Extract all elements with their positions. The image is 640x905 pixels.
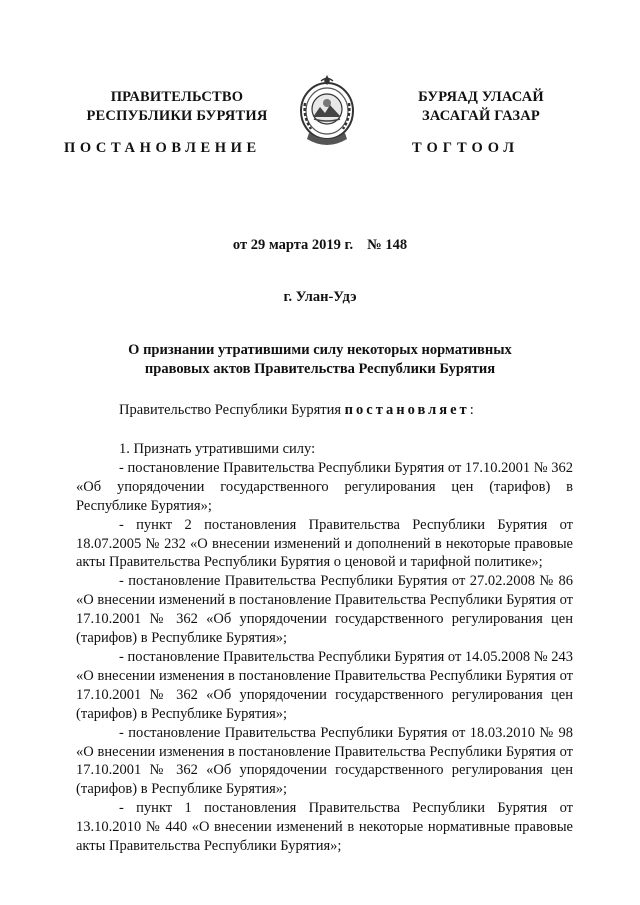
preamble-colon: : bbox=[469, 402, 474, 418]
list-item: - пункт 2 постановления Правительства Республики Бурятия от 18.07.2005 № 232 «О внесении изменений и дополнений в некоторые правовые акты Правительства Республики Бурятия о ценовой и тарифной политике»; bbox=[76, 516, 573, 571]
dateline bbox=[0, 237, 640, 254]
point-1: 1. Признать утратившими силу: bbox=[119, 441, 316, 457]
preamble bbox=[119, 402, 474, 419]
header-left bbox=[72, 88, 282, 126]
heading-line2: правовых актов Правительства Республики Бурятия bbox=[144, 361, 496, 377]
city: г. Улан-Удэ bbox=[283, 289, 357, 305]
header-right-line2: ЗАСАГАЙ ГАЗАР bbox=[422, 108, 540, 124]
list-item: - постановление Правительства Республики Бурятия от 17.10.2001 № 362 «Об упорядочении государственного регулирования цен (тарифов) в Республике Бурятия»; bbox=[76, 459, 573, 514]
header-right bbox=[386, 88, 576, 126]
header-left-line1: ПРАВИТЕЛЬСТВО bbox=[110, 89, 244, 105]
header-left-line2: РЕСПУБЛИКИ БУРЯТИЯ bbox=[86, 108, 268, 124]
preamble-resolves: постановляет bbox=[344, 402, 470, 418]
preamble-text: Правительство Республики Бурятия bbox=[119, 402, 345, 418]
document-heading bbox=[0, 341, 640, 379]
document-type-bua: ТОГТООЛ bbox=[412, 140, 520, 156]
list-item: - пункт 1 постановления Правительства Республики Бурятия от 13.10.2010 № 440 «О внесении изменений в некоторые нормативные правовые акты Правительства Республики Бурятия»; bbox=[76, 800, 573, 855]
header-right-line1: БУРЯАД УЛАСАЙ bbox=[418, 89, 544, 105]
list-item: - постановление Правительства Республики Бурятия от 14.05.2008 № 243 «О внесении изменения в постановление Правительства Республики Бурятия от 17.10.2001 № 362 «Об упорядочении государственного регулирования цен (тарифов) в Республике Бурятия»; bbox=[76, 648, 573, 722]
list-item: - постановление Правительства Республики Бурятия от 27.02.2008 № 86 «О внесении изменений в постановление Правительства Республики Бурятия от 17.10.2001 № 362 «Об упорядочении государственного регулирования цен (тарифов) в Республике Бурятия»; bbox=[76, 573, 574, 647]
list-item: - постановление Правительства Республики Бурятия от 18.03.2010 № 98 «О внесении изменения в постановление Правительства Республики Бурятия от 17.10.2001 № 362 «Об упорядочении государственного регулирования цен (тарифов) в Республике Бурятия»; bbox=[76, 724, 573, 798]
document-number: № 148 bbox=[367, 237, 408, 253]
coat-of-arms-icon bbox=[297, 73, 357, 149]
document-body bbox=[76, 440, 573, 856]
document-date: от 29 марта 2019 г. bbox=[232, 237, 354, 253]
document-type-ru: ПОСТАНОВЛЕНИЕ bbox=[64, 140, 261, 156]
heading-line1: О признании утратившими силу некоторых нормативных bbox=[128, 342, 512, 358]
